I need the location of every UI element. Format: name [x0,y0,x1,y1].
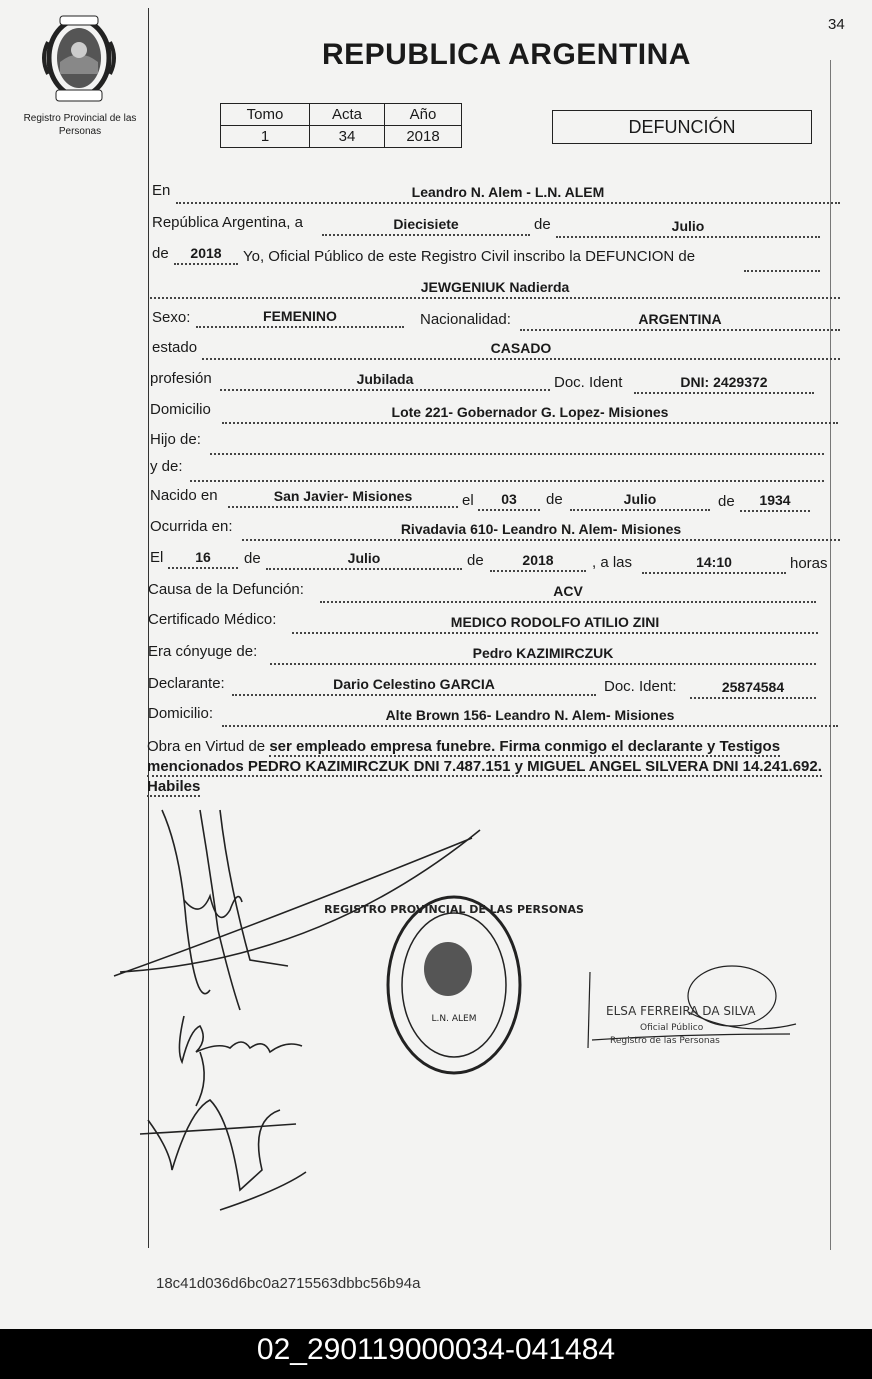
alas-label: , a las [592,554,633,571]
death-time-value: 14:10 [642,554,786,574]
en-label: En [152,182,171,199]
nationality-value: ARGENTINA [520,311,840,331]
oficial-text: Yo, Oficial Público de este Registro Civil inscribo la DEFUNCION de [243,248,696,265]
spouse-value: Pedro KAZIMIRCZUK [270,645,816,665]
document-title: REPUBLICA ARGENTINA [322,38,691,71]
birth-month-value: Julio [570,491,710,511]
sexo-label: Sexo: [152,309,191,326]
declarante-label: Declarante: [148,675,225,692]
profesion-label: profesión [150,370,212,387]
civil-status-value: CASADO [202,340,840,360]
cause-value: ACV [320,583,816,603]
causa-label: Causa de la Defunción: [148,581,304,598]
hijo-label: Hijo de: [150,431,201,448]
declarant-address-value: Alte Brown 156- Leandro N. Alem- Misiones [222,707,838,727]
sex-value: FEMENINO [196,308,404,328]
oficial-blank [744,252,820,272]
declarant-value: Dario Celestino GARCIA [232,676,596,696]
deceased-name: JEWGENIUK Nadierda [150,279,840,299]
registry-seal-icon [324,897,584,1073]
nacionalidad-label: Nacionalidad: [420,311,511,328]
reference-table [220,103,462,148]
place-value: Leandro N. Alem - L.N. ALEM [176,184,840,204]
anio-value: 2018 [385,126,462,148]
obra-label: Obra en Virtud de [147,738,266,755]
death-year-value: 2018 [490,552,586,572]
de-label-6: de [467,552,484,569]
domicilio2-label: Domicilio: [148,705,214,722]
de-label-1: de [534,216,551,233]
birthplace-value: San Javier- Misiones [228,488,458,508]
birth-year-value: 1934 [740,492,810,512]
svg-text:REGISTRO PROVINCIAL DE LAS PER: REGISTRO PROVINCIAL DE LAS PERSONAS [324,903,584,916]
death-month-value: Julio [266,550,462,570]
doc-ident-label: Doc. Ident [554,374,623,391]
el-label-1: el [462,492,474,509]
de-label-3: de [546,491,563,508]
yde-label: y de: [150,458,183,475]
signatures-and-seals [100,790,840,1220]
el-label-2: El [150,549,164,566]
witness-signature [140,1016,306,1210]
estado-label: estado [152,339,198,356]
footer-id-bar: 02_290119000034-041484 [0,1329,872,1379]
acta-header: Acta [310,104,385,126]
de-label-2: de [152,245,169,262]
obra-value: ser empleado empresa funebre. Firma conmigo el declarante y Testigos mencionados PEDRO KAZIMIRCZUK DNI 7.487.151 y MIGUEL ANGEL SILVERA DNI 14.241.692. Habiles [147,738,822,795]
declarant-doc-value: 25874584 [690,679,816,699]
father-blank [210,435,824,455]
address-value: Lote 221- Gobernador G. Lopez- Misiones [222,404,838,424]
svg-text:L.N. ALEM: L.N. ALEM [431,1014,477,1024]
day-value: Diecisiete [322,216,530,236]
tomo-header: Tomo [221,104,310,126]
domicilio-label: Domicilio [150,401,211,418]
month-value: Julio [556,218,820,238]
year-value: 2018 [174,245,238,265]
certificate-value: MEDICO RODOLFO ATILIO ZINI [292,614,818,634]
birth-day-value: 03 [478,491,540,511]
horas-label: horas [790,555,828,572]
ocurrida-label: Ocurrida en: [150,518,233,535]
page-number: 34 [828,16,845,33]
de-label-5: de [244,550,261,567]
conyuge-label: Era cónyuge de: [148,643,258,660]
document-hash: 18c41d036d6bc0a2715563dbbc56b94a [156,1275,421,1292]
anio-header: Año [385,104,462,126]
death-place-value: Rivadavia 610- Leandro N. Alem- Misiones [242,521,840,541]
observations [147,737,837,797]
provincial-coat-of-arms-icon [38,12,120,104]
acta-value: 34 [310,126,385,148]
tomo-value: 1 [221,126,310,148]
nacido-label: Nacido en [150,487,218,504]
doc-ident-value: DNI: 2429372 [634,374,814,394]
de-label-4: de [718,493,735,510]
svg-text:ELSA FERREIRA DA SILVA: ELSA FERREIRA DA SILVA [606,1004,756,1018]
svg-text:Oficial Público: Oficial Público [640,1023,704,1033]
certificado-label: Certificado Médico: [148,611,277,628]
document-type-box: DEFUNCIÓN [552,110,812,144]
issuer-name: Registro Provincial de las Personas [23,113,137,137]
mother-blank [190,462,824,482]
official-seal-icon [588,966,796,1048]
republica-label: República Argentina, a [152,214,303,231]
profession-value: Jubilada [220,371,550,391]
death-day-value: 16 [168,549,238,569]
svg-text:Registro de las Personas: Registro de las Personas [610,1036,720,1046]
doc2-label: Doc. Ident: [604,678,677,695]
